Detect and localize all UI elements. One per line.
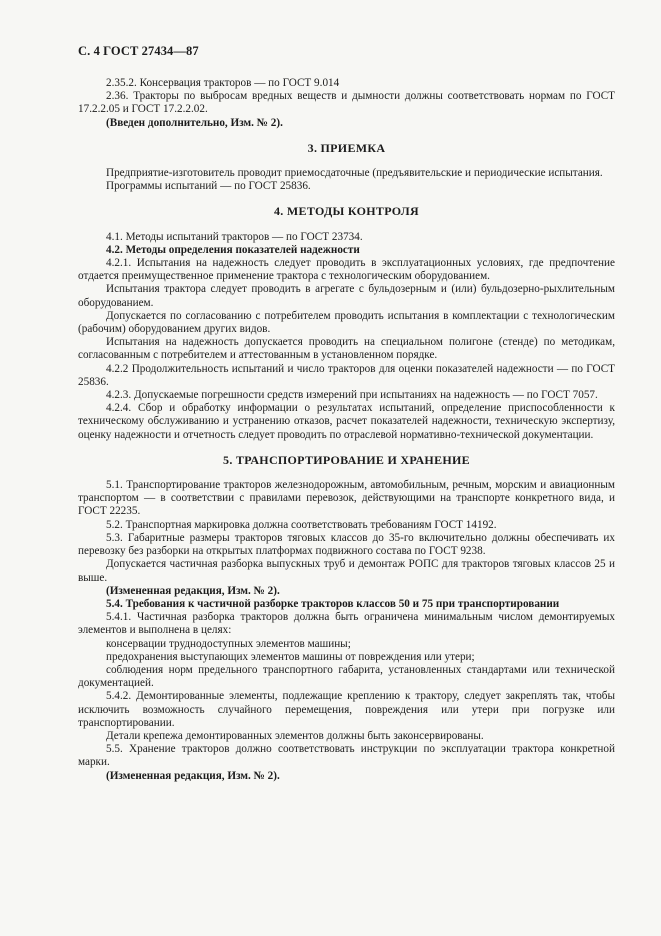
- paragraph-4-2-3: 4.2.3. Допускаемые погрешности средств измерений при испытаниях на надежность — по ГОСТ 7057.: [106, 389, 598, 402]
- paragraph-4-2-4: 4.2.4. Сбор и обработку информации о результатах испытаний, определение приспособленности к техническому обслуживанию и устранению отказов, расчет показателей надежности, техническую экспертизу, оценку надежности и отчетность следует проводить по отраслевой нормативно-технической документации.: [78, 402, 615, 441]
- paragraph-bulldozer-aggregate: Испытания трактора следует проводить в агрегате с бульдозерным и (или) бульдозерно-рыхлительным оборудованием.: [78, 283, 615, 309]
- amendment-note: (Введен дополнительно, Изм. № 2).: [106, 116, 283, 129]
- paragraph-test-programs: Программы испытаний — по ГОСТ 25836.: [106, 180, 311, 193]
- paragraph-other-equipment: Допускается по согласованию с потребителем проводить испытания в комплектации с технологическим (рабочим) оборудованием других видов.: [78, 309, 615, 336]
- paragraph-4-1: 4.1. Методы испытаний тракторов — по ГОСТ 23734.: [106, 230, 363, 243]
- paragraph-5-3: 5.3. Габаритные размеры тракторов тяговых классов до 35-го включительно должны обеспечивать их перевозку без разборки на открытых платформах подвижного состава по ГОСТ 9238.: [78, 531, 615, 558]
- amendment-note: (Измененная редакция, Изм. № 2).: [106, 584, 280, 597]
- section-heading-transport-storage: 5. ТРАНСПОРТИРОВАНИЕ И ХРАНЕНИЕ: [223, 452, 470, 467]
- list-item-gauge: соблюдения норм предельного транспортного габарита, установленных стандартами или технической документацией.: [78, 663, 615, 690]
- amendment-note: (Измененная редакция, Изм. № 2).: [106, 769, 280, 782]
- section-heading-acceptance: 3. ПРИЕМКА: [307, 140, 386, 155]
- paragraph-2-35-2: 2.35.2. Консервация тракторов — по ГОСТ 9.014: [106, 77, 340, 89]
- paragraph-5-1: 5.1. Транспортирование тракторов железнодорожным, автомобильным, речным, морским и авиационным транспортом — в соответствии с правилами перевозок, действующими на транспорте конкретного вида, и ГОСТ 22235.: [78, 479, 615, 518]
- paragraph-acceptance-tests: Предприятие-изготовитель проводит приемосдаточные (предъявительские и периодические испытания.: [106, 167, 603, 180]
- paragraph-test-polygon: Испытания на надежность допускается проводить на специальном полигоне (стенде) по методикам, согласованным с потребителем и аттестованным в установленном порядке.: [78, 336, 615, 362]
- page-header: С. 4 ГОСТ 27434—87: [78, 44, 199, 58]
- paragraph-2-36: 2.36. Тракторы по выбросам вредных веществ и дымности должны соответствовать нормам по ГОСТ 17.2.2.05 и ГОСТ 17.2.2.02.: [78, 90, 615, 116]
- paragraph-5-4-2: 5.4.2. Демонтированные элементы, подлежащие креплению к трактору, следует закреплять так, чтобы исключить возможность случайного перемещения, повреждения или утери при погрузке или транспортировании.: [78, 690, 615, 729]
- paragraph-partial-disassembly: Допускается частичная разборка выпускных труб и демонтаж РОПС для тракторов тяговых классов 25 и выше.: [78, 558, 615, 584]
- paragraph-4-2-1: 4.2.1. Испытания на надежность следует проводить в эксплуатационных условиях, где предпочтение отдается преимущественное применение трактора с технологическим оборудованием.: [78, 257, 615, 283]
- paragraph-5-2: 5.2. Транспортная маркировка должна соответствовать требованиям ГОСТ 14192.: [106, 518, 497, 531]
- paragraph-4-2-2: 4.2.2 Продолжительность испытаний и число тракторов для оценки показателей надежности — по ГОСТ 25836.: [78, 362, 615, 388]
- subsection-heading-4-2: 4.2. Методы определения показателей надежности: [106, 243, 360, 256]
- paragraph-5-5: 5.5. Хранение тракторов должно соответствовать инструкции по эксплуатации трактора конкретной марки.: [78, 743, 615, 769]
- list-item-protection: предохранения выступающих элементов машины от повреждения или утери;: [106, 650, 475, 663]
- paragraph-5-4-1: 5.4.1. Частичная разборка тракторов должна быть ограничена минимальным числом демонтируемых элементов и выполнена в целях:: [78, 611, 615, 637]
- subsection-heading-5-4: 5.4. Требования к частичной разборке тракторов классов 50 и 75 при транспортировании: [106, 597, 560, 610]
- list-item-conservation: консервации труднодоступных элементов машины;: [106, 637, 351, 650]
- paragraph-fasteners: Детали крепежа демонтированных элементов должны быть законсервированы.: [106, 729, 484, 742]
- section-heading-control-methods: 4. МЕТОДЫ КОНТРОЛЯ: [273, 204, 420, 219]
- document-body: [78, 77, 615, 783]
